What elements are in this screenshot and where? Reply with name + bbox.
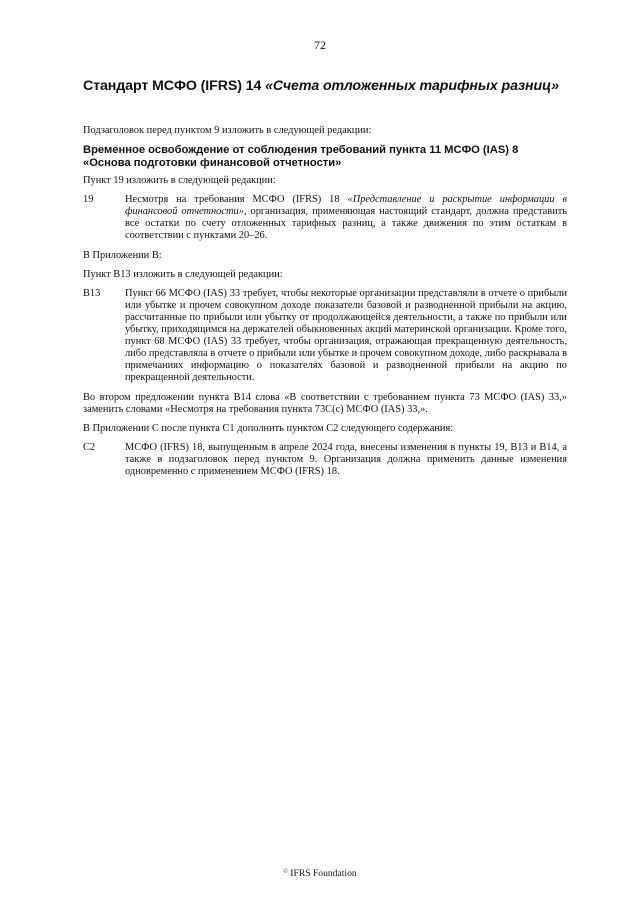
- copyright-footer: [0, 868, 640, 879]
- page-number: 72: [314, 38, 326, 52]
- paragraph-text: Пункт 66 МСФО (IAS) 33 требует, чтобы некоторые организации представляли в отчете о прибыли или убытке и прочем совокупном доходе показатели базовой и разводненной прибыли на акцию, рассчитанные по прибыли или убытку от продолжающейся деятельности, а также по прибыли или убытку, приходящимся на держателей обыкновенных акций материнской организации. Кроме того, пункт 68 МСФО (IAS) 33 требует, чтобы организация, отражающая прекращенную деятельность, либо представляла в отчете о прибыли или убытке и прочем совокупном доходе, либо раскрывала в примечаниях информацию о показателях базовой и разводненной прибыли на акцию по прекращенной деятельности.: [125, 288, 567, 383]
- paragraph-number: 19: [83, 194, 94, 205]
- paragraph-text-part: , организация, применяющая настоящий стандарт, должна представить все остатки по счету отложенных тарифных разниц, а также движения по этим остаткам в соответствии с пунктами 20–26.: [125, 206, 567, 241]
- document-body: [83, 125, 567, 486]
- instruction-subheading-before-9: Подзаголовок перед пунктом 9 изложить в следующей редакции:: [83, 125, 372, 136]
- paragraph-number: С2: [83, 442, 96, 453]
- paragraph-text: [125, 194, 567, 242]
- standard-title-plain: Стандарт МСФО (IFRS) 14: [83, 78, 266, 94]
- instruction-appendix-b: В Приложении В:: [83, 250, 162, 261]
- paragraph-text-part: Несмотря на требования МСФО (IFRS) 18: [125, 194, 348, 205]
- instruction-paragraph-19: Пункт 19 изложить в следующей редакции:: [83, 175, 276, 186]
- section-subheading: Временное освобождение от соблюдения требований пункта 11 МСФО (IAS) 8 «Основа подготовки финансовой отчетности»: [83, 144, 519, 169]
- instruction-paragraph-b13: Пункт В13 изложить в следующей редакции:: [83, 269, 283, 280]
- instruction-appendix-c: В Приложении С после пункта С1 дополнить пунктом С2 следующего содержания:: [83, 423, 454, 434]
- standard-title: [83, 78, 583, 94]
- paragraph-number: В13: [83, 288, 101, 299]
- instruction-paragraph-b14: Во втором предложении пункта В14 слова «В соответствии с требованием пункта 73 МСФО (IAS) 33,» заменить словами «Несмотря на требования пункта 73С(c) МСФО (IAS) 33,».: [83, 392, 567, 415]
- paragraph-b13: [83, 288, 567, 384]
- standard-title-italic: «Счета отложенных тарифных разниц»: [265, 78, 559, 94]
- paragraph-text-italic: «Представление и раскрытие информации в финансовой отчетности»: [125, 194, 567, 217]
- paragraph-text: МСФО (IFRS) 18, выпущенным в апреле 2024 года, внесены изменения в пункты 19, В13 и В14, а также в подзаголовок перед пунктом 9. Организация должна применить данные изменения одновременно с применением МСФО (IFRS) 18.: [125, 442, 567, 477]
- copyright-symbol: ©: [283, 869, 288, 875]
- paragraph-19: [83, 194, 567, 242]
- paragraph-c2: [83, 442, 567, 478]
- footer-text: IFRS Foundation: [290, 868, 357, 879]
